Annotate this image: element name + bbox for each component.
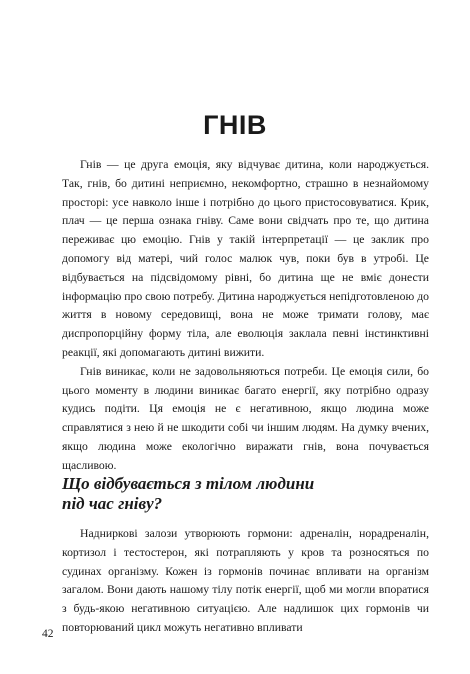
section-heading xyxy=(62,474,432,514)
page-number: 42 xyxy=(42,628,54,640)
section-heading-line: під час гніву? xyxy=(62,494,163,513)
paragraph: Гнів — це друга емоція, яку відчуває дитина, коли народжується. Так, гнів, бо дитині неприємно, некомфортно, страшно в незнайомому просторі: усе навколо інше і потрібно до цього пристосовуватися. Крик, плач — це перша ознака гніву. Саме вони свідчать про те, що дитина переживає цю емоцію. Гнів у такій інтерпретації — це заклик про допомогу від матері, чий голос малюк чув, поки був в утробі. Це відбувається на підсвідомому рівні, бо дитина ще не вміє донести інформацію про свою потребу. Дитина народжується непідготовленою до життя в новому середовищі, вона не може тримати голову, має диспропорційну форму тіла, але еволюція заклала певні інстинктивні реакції, які допомагають дитині вижити. xyxy=(62,158,429,359)
paragraph: Надниркові залози утворюють гормони: адреналін, норадреналін, кортизол і тестостерон, які потрапляють у кров та розносяться по судинах організму. Кожен із гормонів починає впливати на організм загалом. Вони дають нашому тілу потік енергії, щоб ми могли впоратися з будь-якою негативною ситуацією. Але надлишок цих гормонів чи повторюваний цикл можуть негативно впливати xyxy=(62,527,429,634)
chapter-title: ГНІВ xyxy=(203,110,267,140)
paragraph: Гнів виникає, коли не задовольняються потреби. Це емоція сили, бо цього моменту в людини виникає багато енергії, яку потрібно одразу кудись подіти. Ця емоція не є негативною, якщо людина може справлятися з нею й не шкодити собі чи іншим людям. На думку вчених, якщо людина може екологічно виражати гнів, вона почувається щасливою. xyxy=(62,364,429,472)
intro-text-block xyxy=(62,156,429,476)
section-text-block xyxy=(62,525,429,638)
section-heading-line: Що відбувається з тілом людини xyxy=(62,474,315,493)
